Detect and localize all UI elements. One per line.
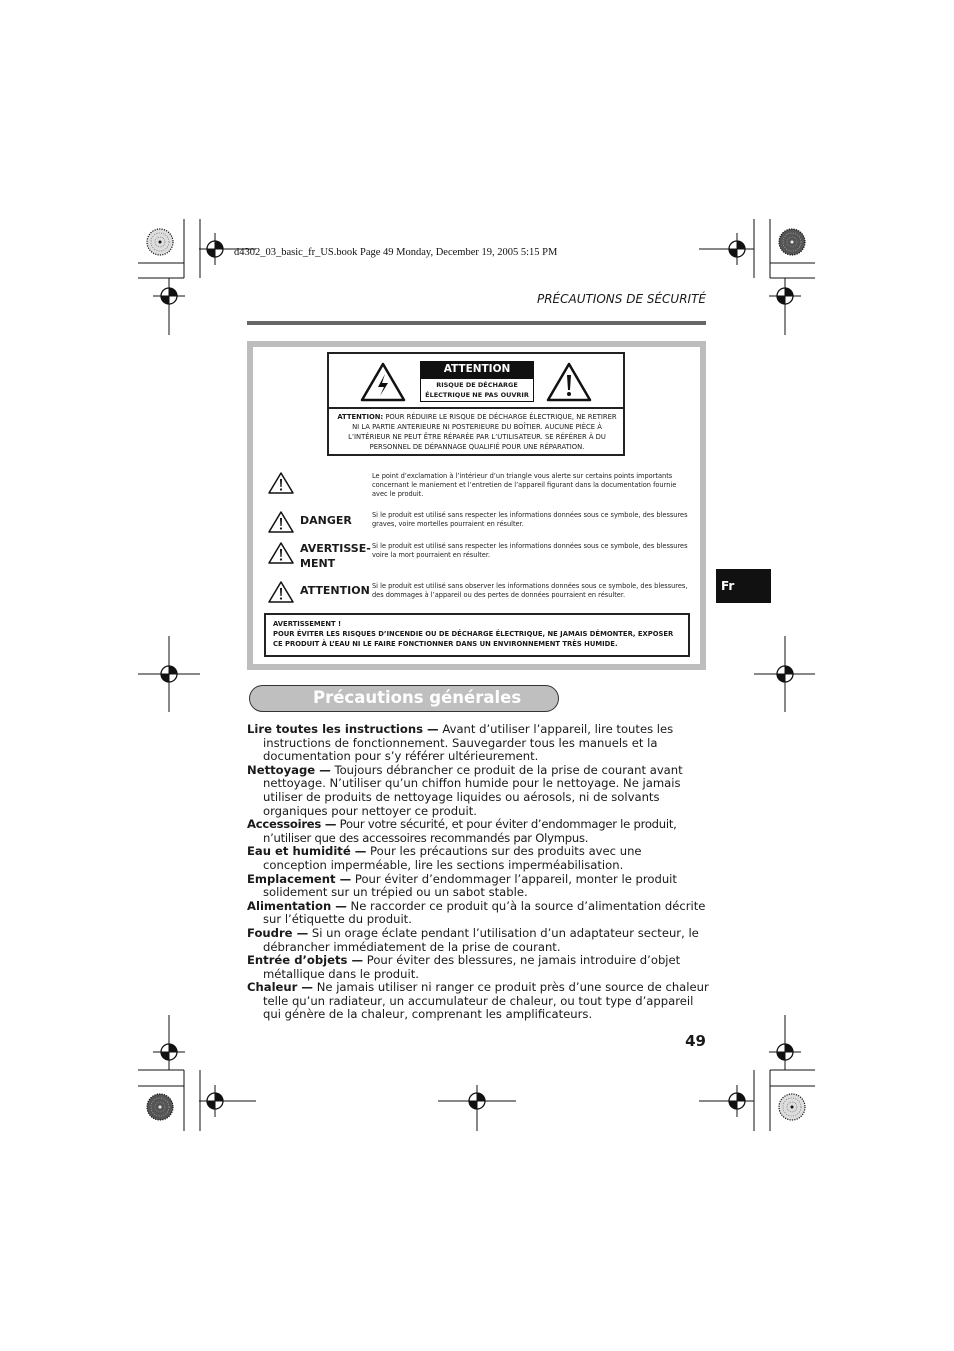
running-head: PRÉCAUTIONS DE SÉCURITÉ xyxy=(536,292,706,306)
starburst-icon xyxy=(147,229,173,255)
item-term: Nettoyage — xyxy=(247,762,331,777)
list-item xyxy=(247,900,709,927)
exclamation-triangle-icon xyxy=(268,542,294,564)
list-item xyxy=(247,723,709,764)
item-text: Avant d’utiliser l’appareil, lire toutes les instructions de fonctionnement. Sauvegarder tous les manuels et la documentation pour s’y référer ultérieurement. xyxy=(263,722,674,764)
header-rule xyxy=(247,321,706,325)
item-term: Foudre — xyxy=(247,925,309,940)
item-term: Entrée d’objets — xyxy=(247,953,364,968)
item-text: Toujours débrancher ce produit de la prise de courant avant nettoyage. N’utiliser qu’un chiffon humide pour le nettoyage. Ne jamais utiliser de produits de nettoyage liquides ou aérosols, ni de solvants organiques pour nettoyer ce produit. xyxy=(263,762,683,818)
page-number: 49 xyxy=(685,1032,706,1050)
exclamation-triangle-icon xyxy=(268,472,294,494)
symbol-label-line: MENT xyxy=(300,557,336,570)
caution-lead: ATTENTION: xyxy=(337,413,384,421)
symbol-label: DANGER xyxy=(300,514,352,527)
item-term: Chaleur — xyxy=(247,980,314,995)
item-term: Emplacement — xyxy=(247,871,352,886)
symbol-description: Si le produit est utilisé sans observer les informations données sous ce symbole, des blessures, des dommages à l’appareil ou des pertes de données pourraient en résulter. xyxy=(372,582,688,600)
list-item xyxy=(247,764,709,818)
starburst-icon xyxy=(779,1094,805,1120)
warning-title: AVERTISSEMENT ! xyxy=(273,620,342,628)
symbol-description: Si le produit est utilisé sans respecter les informations données sous ce symbole, des blessures graves, voire mortelles pourraient en résulter. xyxy=(372,511,688,529)
exclamation-triangle-icon xyxy=(268,581,294,603)
item-term: Eau et humidité — xyxy=(247,844,367,859)
subtitle-line: ÉLECTRIQUE NE PAS OUVRIR xyxy=(425,391,529,399)
book-header: d4302_03_basic_fr_US.book Page 49 Monday, December 19, 2005 5:15 PM xyxy=(234,247,558,258)
subtitle-line: RISQUE DE DÉCHARGE xyxy=(436,381,518,389)
item-term: Accessoires — xyxy=(247,817,337,832)
item-term: Alimentation — xyxy=(247,898,347,913)
symbol-description: Si le produit est utilisé sans respecter les informations données sous ce symbole, des blessures voire la mort pourraient en résulter. xyxy=(372,542,688,560)
symbol-label xyxy=(300,541,371,571)
item-text: Pour éviter d’endommager l’appareil, monter le produit solidement sur un trépied ou un sabot stable. xyxy=(263,871,677,900)
caution-label-subtitle xyxy=(420,378,534,402)
list-item xyxy=(247,818,709,845)
item-term: Lire toutes les instructions — xyxy=(247,722,439,736)
caution-label-title: ATTENTION xyxy=(420,361,534,378)
precautions-list xyxy=(247,723,709,1022)
symbol-label: ATTENTION xyxy=(300,584,370,597)
item-text: Pour les précautions sur des produits avec une conception imperméable, lire les sections imperméabilisation. xyxy=(263,844,642,872)
exclamation-triangle-icon xyxy=(268,511,294,533)
item-text: Ne raccorder ce produit qu’à la source d’alimentation décrite sur l’étiquette du produit. xyxy=(263,898,706,927)
warning-text: POUR ÉVITER LES RISQUES D’INCENDIE OU DE DÉCHARGE ÉLECTRIQUE, NE JAMAIS DÉMONTER, EXPOSER CE PRODUIT À L’EAU NI LE FAIRE FONCTIONNER DANS UN ENVIRONNEMENT TRÈS HUMIDE. xyxy=(273,630,674,648)
list-item xyxy=(247,927,709,954)
section-title: Précautions générales xyxy=(313,688,522,707)
language-tab: Fr xyxy=(716,569,771,603)
item-text: Pour votre sécurité, et pour éviter d’endommager le produit, n’utiliser que des accessoires recommandés par Olympus. xyxy=(263,817,677,845)
caution-body: POUR RÉDUIRE LE RISQUE DE DÉCHARGE ÉLECTRIQUE, NE RETIRER NI LA PARTIE ANTERIEURE NI POSTERIEURE DU BOÎTIER. AUCUNE PIÈCE À L’INTÉRIEUR NE PEUT ÊTRE RÉPARÉE PAR L’UTILISATEUR. SE RÉFÉRER À DU PERSONNEL DE DÉPANNAGE QUALIFIÉ POUR UNE RÉPARATION. xyxy=(348,413,617,451)
symbol-description: Le point d’exclamation à l’intérieur d’un triangle vous alerte sur certains points importants concernant le maniement et l’entretien de l’appareil figurant dans la documentation fournie avec le produit. xyxy=(372,472,677,499)
item-text: Pour éviter des blessures, ne jamais introduire d’objet métallique dans le produit. xyxy=(263,953,681,981)
exclamation-triangle-icon xyxy=(546,362,592,402)
list-item xyxy=(247,981,709,1022)
list-item xyxy=(247,873,709,900)
item-text: Si un orage éclate pendant l’utilisation d’un adaptateur secteur, le débrancher immédiatement de la prise de courant. xyxy=(263,925,699,954)
lightning-triangle-icon xyxy=(360,362,406,402)
item-text: Ne jamais utiliser ni ranger ce produit près d’une source de chaleur telle qu’un radiateur, un accumulateur de chaleur, ou tout type d’appareil qui génère de la chaleur, comprenant les amplificateurs. xyxy=(263,980,709,1022)
symbol-label-line: AVERTISSE- xyxy=(300,542,371,555)
caution-label-text xyxy=(336,412,618,452)
starburst-icon xyxy=(147,1094,173,1120)
starburst-icon xyxy=(779,229,805,255)
list-item xyxy=(247,845,709,872)
list-item xyxy=(247,954,709,981)
